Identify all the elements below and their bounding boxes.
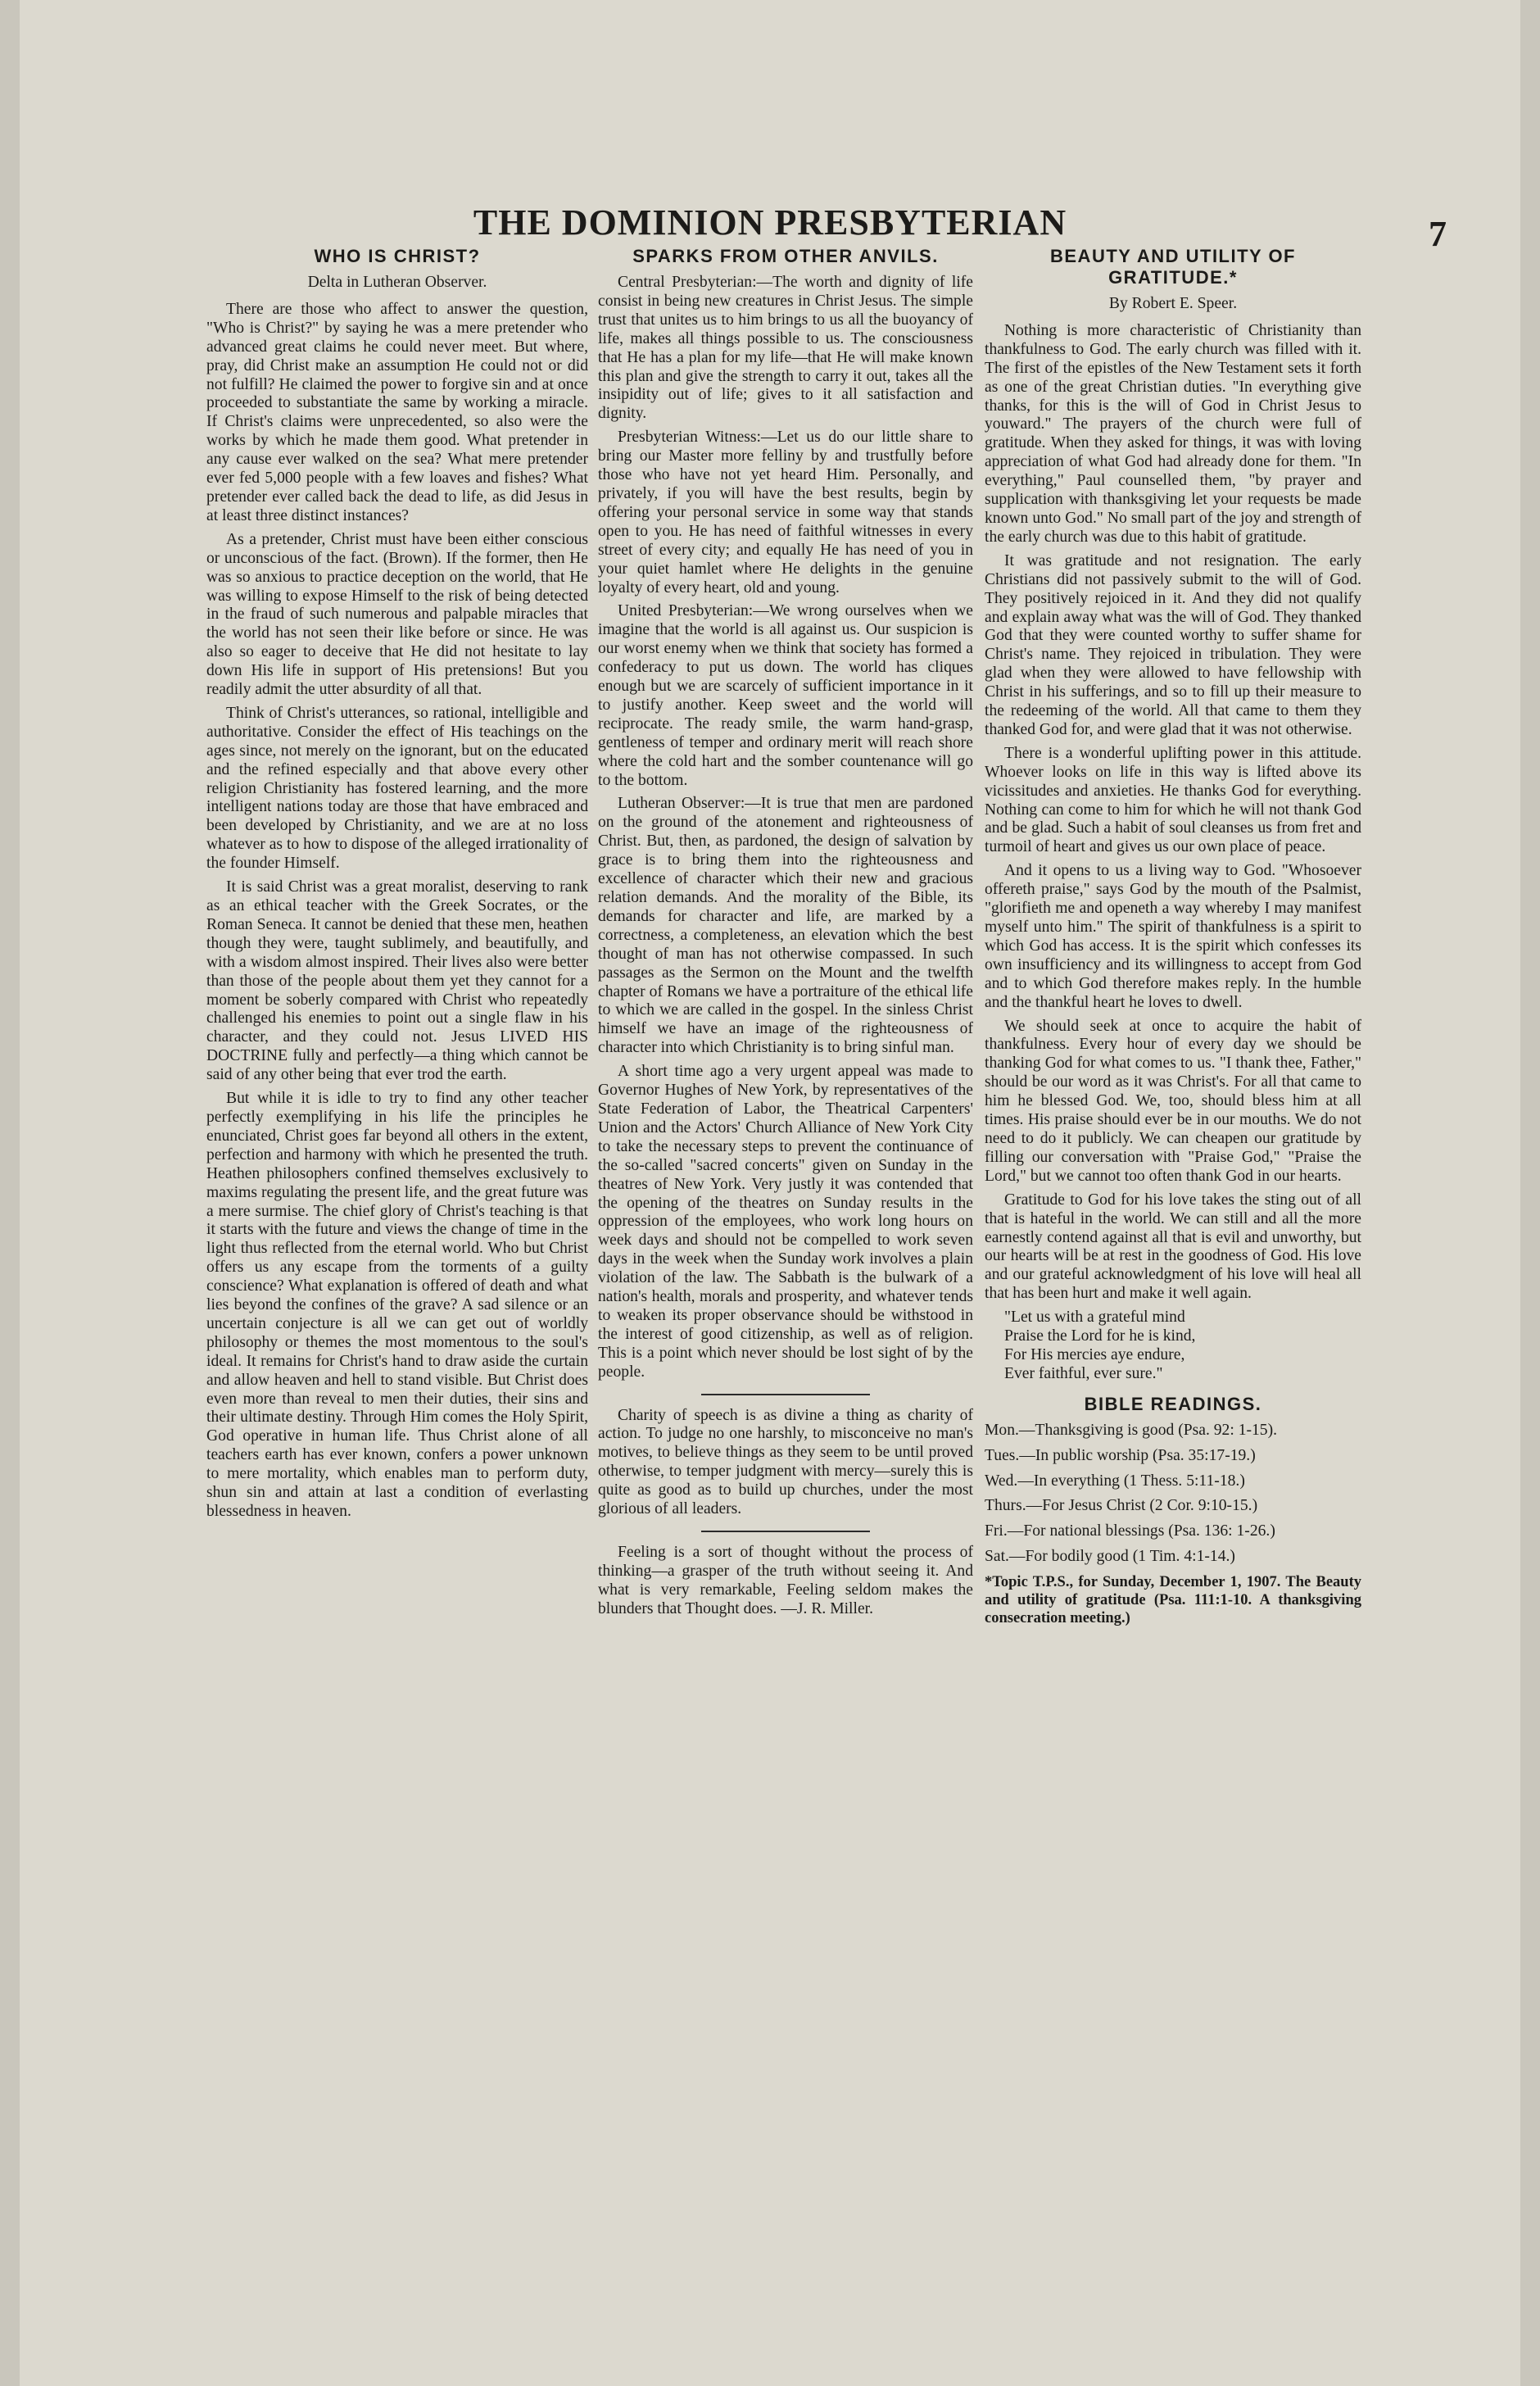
hymn-quote xyxy=(985,1309,1361,1384)
bible-readings-title: BIBLE READINGS. xyxy=(1084,1393,1262,1414)
footnote-text: *Topic T.P.S., for Sunday, December 1, 1907. The Beauty and utility of gratitude (Psa. 111:1-10. A thanksgiving consecration meeting.) xyxy=(985,1574,1361,1627)
poem-line: Praise the Lord for he is kind, xyxy=(1004,1327,1196,1345)
divider-rule xyxy=(701,1394,870,1395)
reading-item: Wed.—In everything (1 Thess. 5:11-18.) xyxy=(985,1472,1245,1490)
column-who-is-christ xyxy=(206,246,588,1526)
article-paragraph: It was gratitude and not resignation. The early Christians did not passively submit to the will of God. They positively rejoiced in it. And they did not qualify and explain away what was the will of God. They thanked God that they were counted worthy to suffer shame for Christ's name. They rejoiced in tribulation. They were glad when they were allowed to have fellowship with Christ in his sufferings, and so to fill up their measure to the redeeming of the world. All that came to them they thanked God for, and were glad that it was not otherwise. xyxy=(985,551,1361,738)
article-paragraph-charity: Charity of speech is as divine a thing as charity of action. To judge no one harshly, to misconceive no man's motives, to believe things as they seem to be until proved otherwise, to temper judgment with mercy—surely this is quite as good as to build up churches, under the most glorious of all leaders. xyxy=(598,1406,973,1518)
newspaper-page xyxy=(20,0,1520,2386)
article-paragraph: There is a wonderful uplifting power in this attitude. Whoever looks on life in this way is lifted above its vicissitudes and anxieties. He thanks God for everything. Nothing can come to him for which he will not thank God and be glad. Such a habit of soul cleanses us from fret and turmoil of heart and gives us our own place of peace. xyxy=(985,744,1361,856)
article-paragraph: A short time ago a very urgent appeal was made to Governor Hughes of New York, by representatives of the State Federation of Labor, the Theatrical Carpenters' Union and the Actors' Church Alliance of New York City to take the necessary steps to prevent the continuance of the so-called "sacred concerts" given on Sunday in the theatres of New York. Very justly it was contended that the opening of the theatres on Sunday results in the oppression of the employees, who work long hours on week days and should not be compelled to work seven days in the week when the Sunday work involves a plain violation of the law. The Sabbath is the bulwark of a nation's health, morals and prosperity, and whatever tends to weaken its proper observance should be withstood in the interest of good citizenship, as well as of religion. This is a point which never should be lost sight of by the people. xyxy=(598,1063,973,1381)
column-beauty-utility-gratitude xyxy=(985,246,1361,1632)
poem-line: "Let us with a grateful mind xyxy=(1004,1309,1185,1327)
poem-line: Ever faithful, ever sure." xyxy=(1004,1364,1163,1382)
article-paragraph: But while it is idle to try to find any other teacher perfectly exemplifying in his life the principles he enunciated, Christ goes far beyond all others in the extent, perfection and harmony with which he presented the truth. Heathen philosophers confined themselves exclusively to maxims regulating the present life, and the great future was a mere surmise. The chief glory of Christ's teaching is that it starts with the future and views the change of time in the light thus reflected from the eternal world. Who but Christ offers us any escape from the torments of a guilty conscience? What explanation is offered of death and what lies beyond the confines of the grave? A sad silence or an uncertain conjecture is all we can get out of worldly philosophy or themes the most momentous to the soul's ideal. It remains for Christ's hand to draw aside the curtain and allow heaven and hell to stand visible. But Christ does even more than reveal to men their duties, their sins and their ultimate destiny. Through Him comes the Holy Spirit, God operative in human life. Thus Christ alone of all teachers earth has ever known, confers a power unknown to mere mortality, which enables man to perform duty, shun sin and attain at last a condition of everlasting blessedness in heaven. xyxy=(206,1090,588,1520)
article-byline: By Robert E. Speer. xyxy=(1108,295,1238,312)
column-sparks-from-other-anvils xyxy=(598,246,973,1624)
article-paragraph: There are those who affect to answer the question, "Who is Christ?" by saying he was a mere pretender who advanced great claims he could never meet. But where, pray, did Christ make an assumption He could not or did not fulfill? He claimed the power to forgive sin and at once proceeded to substantiate the same by working a miracle. If Christ's claims were unprecedented, so also were the works by which he made them good. What pretender in any cause ever walked on the sea? What mere pretender ever fed 5,000 people with a few loaves and fishes? What pretender ever called back the dead to life, as did Jesus in at least three distinct instances? xyxy=(206,300,588,524)
article-paragraph-feeling: Feeling is a sort of thought without the process of thinking—a grasper of the truth without seeing it. And what is very remarkable, Feeling seldom makes the blunders that Thought does. —J. R. Miller. xyxy=(598,1544,973,1617)
article-paragraph: Think of Christ's utterances, so rational, intelligible and authoritative. Consider the effect of His teachings on the ages since, not merely on the ignorant, but on the educated and the refined especially and that above every other religion Christianity has fostered learning, and the more intelligent nations today are those that have embraced and been developed by Christianity, and we are at no loss whatever as to how to dispose of the alleged irrationality of the founder Himself. xyxy=(206,704,588,873)
article-paragraph: Lutheran Observer:—It is true that men are pardoned on the ground of the atonement and righteousness of Christ. But, then, as pardoned, the design of salvation by grace is to bring them into the righteousness and excellence of character which their new and gracious relation demands. And the morality of the Bible, its demands for character and life, are marked by a correctness, a completeness, an elevation which the best thought of man has not otherwise compassed. In such passages as the Sermon on the Mount and the twelfth chapter of Romans we have a portraiture of the ethical life to which we are called in the gospel. In the sinless Christ himself we have an image of the righteousness of character into which Christianity is to bring sinful man. xyxy=(598,795,973,1057)
article-paragraph: Nothing is more characteristic of Christianity than thankfulness to God. The early church was filled with it. The first of the epistles of the New Testament sets it forth as one of the great Christian duties. "In everything give thanks, for this is the will of God in Christ Jesus to youward." The prayers of the church were full of gratitude. When they asked for things, it was with loving appreciation of what God had already done for them. "In everything," Paul counselled them, "by prayer and supplication with thanksgiving let your requests be made known unto God." No small part of the joy and strength of the early church was due to this habit of gratitude. xyxy=(985,321,1361,546)
article-byline: Delta in Lutheran Observer. xyxy=(307,274,487,291)
divider-rule xyxy=(701,1531,870,1532)
poem-line: For His mercies aye endure, xyxy=(1004,1345,1185,1363)
article-paragraph: Presbyterian Witness:—Let us do our little share to bring our Master more felliny by and trustfully before those who have not yet heard Him. Personally, and privately, if you will have the best results, begin by offering your personal service in some way that stands open to you. He has need of faithful witnesses in every street of every city; and equally He has need of you in your quiet hamlet where He delights in the genuine loyalty of every heart, old and young. xyxy=(598,429,973,596)
masthead-title: THE DOMINION PRESBYTERIAN xyxy=(473,202,1067,243)
page-number: 7 xyxy=(1429,214,1447,254)
reading-item: Tues.—In public worship (Psa. 35:17-19.) xyxy=(985,1446,1256,1464)
article-title-sparks: SPARKS FROM OTHER ANVILS. xyxy=(632,246,939,266)
reading-item: Thurs.—For Jesus Christ (2 Cor. 9:10-15.) xyxy=(985,1497,1258,1515)
article-paragraph: We should seek at once to acquire the habit of thankfulness. Every hour of every day we should be thanking God for what comes to us. "I thank thee, Father," should be our word as it was Christ's. For all that came to him he blessed God. We, too, should bless him at all times. His praise should ever be in our mouths. We do not need to do it publicly. We can cheapen our gratitude by filling our conversation with "Praise God," "Praise the Lord," but we cannot too often thank God in our hearts. xyxy=(985,1017,1361,1185)
reading-item: Mon.—Thanksgiving is good (Psa. 92: 1-15). xyxy=(985,1421,1278,1439)
article-paragraph: It is said Christ was a great moralist, deserving to rank as an ethical teacher with the Greek Socrates, or the Roman Seneca. It cannot be denied that these men, heathen though they were, taught sublimely, and beautifully, and with a wisdom almost inspired. Their lives also were better than those of the people about them yet they cannot for a moment be soberly compared with Christ who repeatedly challenged his enemies to point out a single flaw in his character, and they could not. Jesus LIVED HIS DOCTRINE fully and perfectly—a thing which cannot be said of any other being that ever trod the earth. xyxy=(206,878,588,1084)
article-title-who-is-christ: WHO IS CHRIST? xyxy=(314,246,481,266)
article-paragraph: Gratitude to God for his love takes the sting out of all that is hateful in the world. We can still and all the more earnestly contend against all that is evil and unworthy, but our hearts will be at rest in the goodness of God. His love and our grateful acknowledgment of his love will heal all that has been hurt and make it well again. xyxy=(985,1191,1361,1303)
bible-readings-list xyxy=(985,1422,1361,1567)
article-paragraph: And it opens to us a living way to God. "Whosoever offereth praise," says God by the mouth of the Psalmist, "glorifieth me and openeth a way whereby I may manifest myself unto him." The spirit of thankfulness is a spirit to which God has access. It is the spirit which confesses its own insufficiency and its willingness to accept from God and to which God therefore makes reply. In the humble and the thankful heart he loves to dwell. xyxy=(985,862,1361,1011)
topic-footnote xyxy=(985,1573,1361,1627)
reading-item: Fri.—For national blessings (Psa. 136: 1-26.) xyxy=(985,1522,1275,1540)
article-paragraph: United Presbyterian:—We wrong ourselves when we imagine that the world is all against us. Our suspicion is our worst enemy when we think that society has formed a confederacy to put us down. The world has cliques enough but we are scarcely of sufficient importance in it to justify another. Keep sweet and the world will reciprocate. The ready smile, the warm hand-grasp, gentleness of temper and ordinary merit will reach shore where the cold hart and the somber countenance will go to the bottom. xyxy=(598,602,973,789)
reading-item: Sat.—For bodily good (1 Tim. 4:1-14.) xyxy=(985,1548,1235,1566)
page-header xyxy=(20,202,1520,254)
article-title-gratitude: BEAUTY AND UTILITY OF GRATITUDE.* xyxy=(1050,246,1296,288)
article-paragraph: As a pretender, Christ must have been either conscious or unconscious of the fact. (Brown). If the former, then He was so anxious to practice deception on the world, that He was willing to expose Himself to the risk of being detected in the fraud of such numerous and palpable miracles that the world has not seen their like before or since. He was also so eager to deceive that He did not hesitate to lay down His life in support of His pretensions! But you readily admit the utter absurdity of all that. xyxy=(206,530,588,699)
article-paragraph: Central Presbyterian:—The worth and dignity of life consist in being new creatures in Christ Jesus. The simple trust that unites us to him brings to us all the buoyancy of life, makes all things possible to us. The consciousness that He has a plan for my life—that He will make known this plan and give the strength to carry it out, takes all the insipidity out of life; gives to it all satisfaction and dignity. xyxy=(598,274,973,423)
